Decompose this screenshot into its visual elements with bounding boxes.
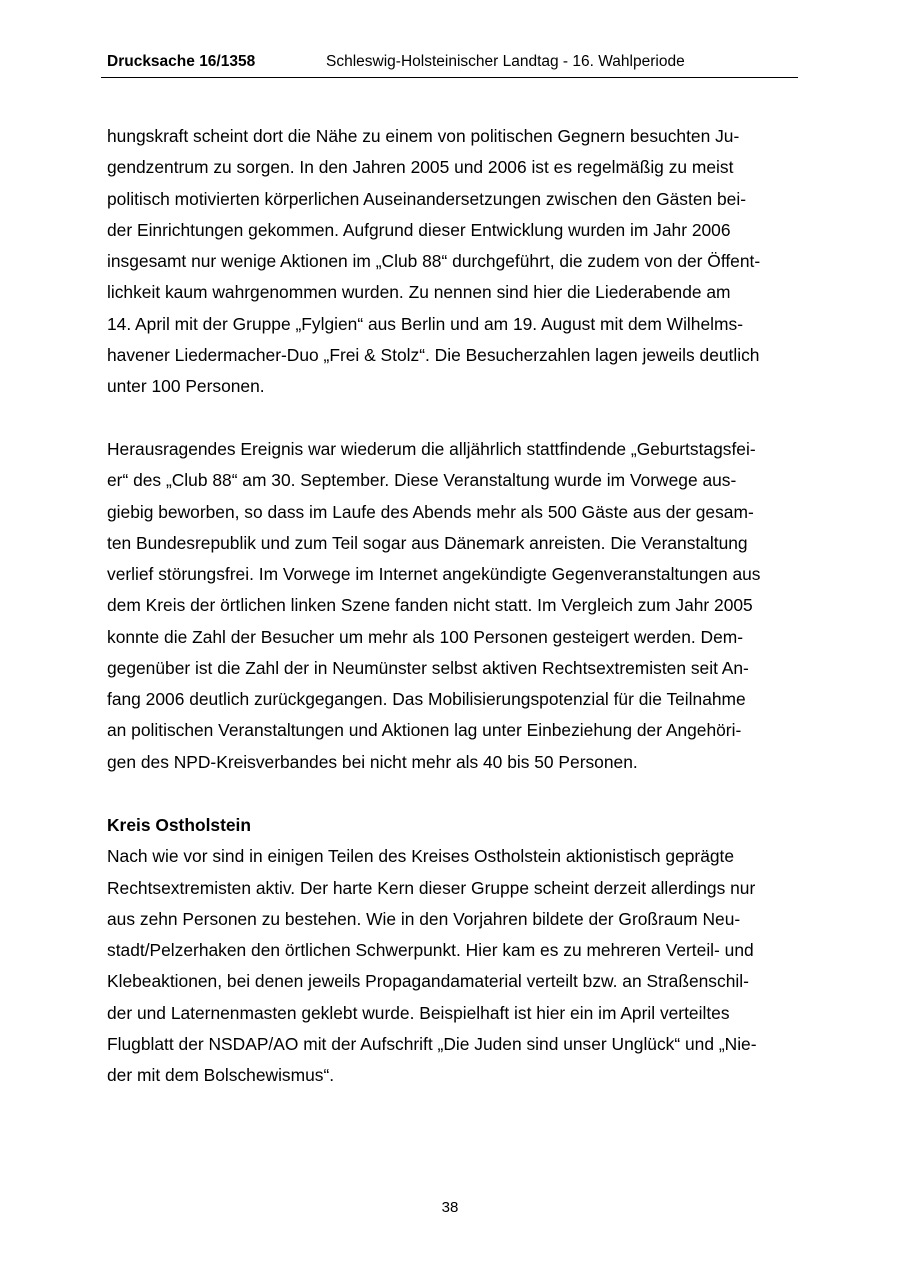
text-line: giebig beworben, so dass im Laufe des Abends mehr als 500 Gäste aus der gesam- (107, 501, 754, 522)
text-line: politisch motivierten körperlichen Auseinandersetzungen zwischen den Gästen bei- (107, 188, 746, 209)
text-line: gegenüber ist die Zahl der in Neumünster selbst aktiven Rechtsextremisten seit An- (107, 657, 749, 678)
text-line: hungskraft scheint dort die Nähe zu einem von politischen Gegnern besuchten Ju- (107, 126, 740, 146)
text-line: gendzentrum zu sorgen. In den Jahren 2005 und 2006 ist es regelmäßig zu meist (107, 157, 734, 178)
text-line: Flugblatt der NSDAP/AO mit der Aufschrift „Die Juden sind unser Unglück“ und „Nie- (107, 1033, 757, 1054)
text-line: havener Liedermacher-Duo „Frei & Stolz“. Die Besucherzahlen lagen jeweils deutlich (107, 344, 760, 365)
text-line: fang 2006 deutlich zurückgegangen. Das Mobilisierungspotenzial für die Teilnahme (107, 689, 746, 709)
text-line: gen des NPD-Kreisverbandes bei nicht mehr als 40 bis 50 Personen. (107, 751, 638, 772)
text-line: Nach wie vor sind in einigen Teilen des Kreises Ostholstein aktionistisch geprägte (107, 846, 735, 867)
text-line: verlief störungsfrei. Im Vorwege im Internet angekündigte Gegenveranstaltungen aus (107, 564, 761, 584)
parliament-title: Schleswig-Holsteinischer Landtag - 16. Wahlperiode (326, 53, 685, 70)
text-line: insgesamt nur wenige Aktionen im „Club 88“ durchgeführt, die zudem von der Öffent- (107, 251, 761, 271)
text-line: der Einrichtungen gekommen. Aufgrund dieser Entwicklung wurden im Jahr 2006 (107, 219, 731, 240)
text-line: unter 100 Personen. (107, 376, 265, 396)
section-heading: Kreis Ostholstein (107, 815, 251, 835)
text-line: an politischen Veranstaltungen und Aktionen lag unter Einbeziehung der Angehöri- (107, 720, 742, 741)
text-line: 14. April mit der Gruppe „Fylgien“ aus Berlin und am 19. August mit dem Wilhelms- (107, 313, 743, 334)
page-header (101, 50, 798, 78)
text-line: dem Kreis der örtlichen linken Szene fanden nicht statt. Im Vergleich zum Jahr 2005 (107, 595, 753, 616)
text-line: konnte die Zahl der Besucher um mehr als 100 Personen gesteigert werden. Dem- (107, 626, 744, 647)
paragraph (107, 121, 797, 402)
text-line: ten Bundesrepublik und zum Teil sogar aus Dänemark anreisten. Die Veranstaltung (107, 532, 748, 553)
text-line: stadt/Pelzerhaken den örtlichen Schwerpunkt. Hier kam es zu mehreren Verteil- und (107, 940, 754, 960)
text-line: aus zehn Personen zu bestehen. Wie in den Vorjahren bildete der Großraum Neu- (107, 908, 741, 929)
paragraph (107, 434, 797, 778)
text-line: Klebeaktionen, bei denen jeweils Propagandamaterial verteilt bzw. an Straßenschil- (107, 971, 749, 992)
text-line: er“ des „Club 88“ am 30. September. Diese Veranstaltung wurde im Vorwege aus- (107, 470, 737, 491)
document-number: Drucksache 16/1358 (107, 53, 256, 70)
page-number: 38 (441, 1199, 459, 1216)
text-line: Rechtsextremisten aktiv. Der harte Kern dieser Gruppe scheint derzeit allerdings nur (107, 877, 756, 898)
text-line: lichkeit kaum wahrgenommen wurden. Zu nennen sind hier die Liederabende am (107, 282, 731, 303)
section-kreis-ostholstein (107, 810, 797, 1091)
text-line: Herausragendes Ereignis war wiederum die alljährlich stattfindende „Geburtstagsfei- (107, 439, 756, 459)
text-line: der und Laternenmasten geklebt wurde. Beispielhaft ist hier ein im April verteiltes (107, 1002, 730, 1023)
text-line: der mit dem Bolschewismus“. (107, 1065, 335, 1085)
